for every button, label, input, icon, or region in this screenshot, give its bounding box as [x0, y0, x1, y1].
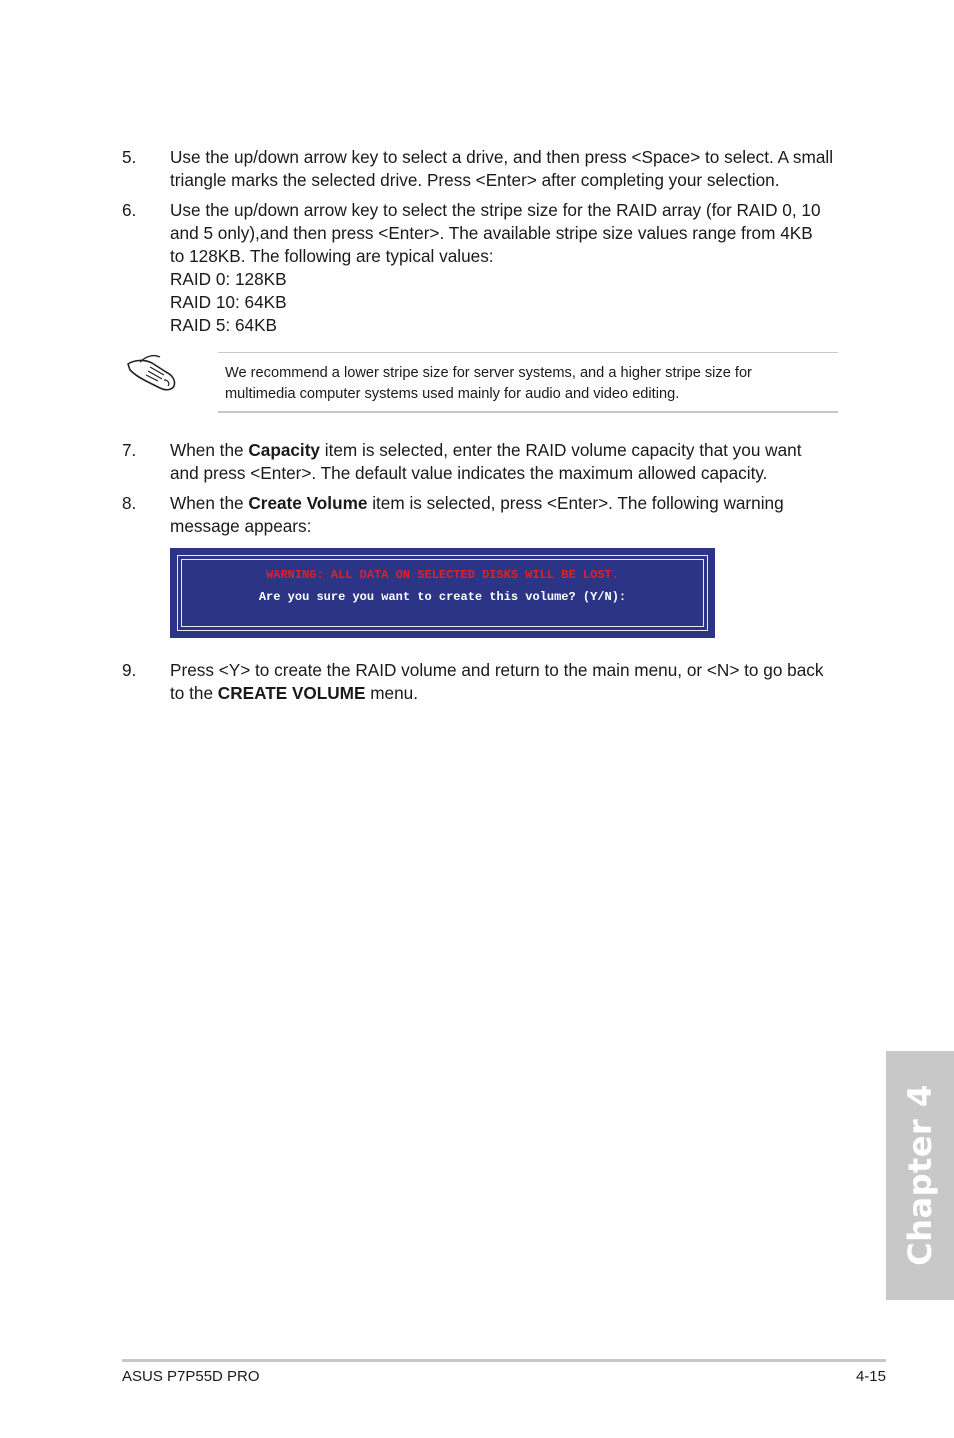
bios-warning-dialog [170, 548, 715, 638]
step-number: 9. [122, 660, 137, 680]
note-text [225, 363, 752, 405]
raid-value-line: RAID 0: 128KB [170, 269, 287, 289]
raid-value-line: RAID 10: 64KB [170, 292, 287, 312]
step-text-line: and 5 only),and then press <Enter>. The available stripe size values range from 4KB [170, 223, 813, 243]
text-segment: to the [170, 683, 218, 703]
raid-value-line: RAID 5: 64KB [170, 315, 277, 335]
step-9 [122, 659, 842, 705]
text-segment: menu. [365, 683, 419, 703]
note-line: We recommend a lower stripe size for server systems, and a higher stripe size for [225, 365, 752, 381]
step-text-line [170, 492, 842, 515]
step-8 [122, 492, 842, 538]
chapter-tab [886, 1051, 954, 1300]
step-text-line: triangle marks the selected drive. Press <Enter> after completing your selection. [170, 170, 780, 190]
warning-message: WARNING: ALL DATA ON SELECTED DISKS WILL BE LOST. [266, 568, 619, 582]
step-text-line: and press <Enter>. The default value indicates the maximum allowed capacity. [170, 463, 768, 483]
step-text-line [170, 682, 842, 705]
step-number: 6. [122, 200, 137, 220]
create-volume-menu-term: CREATE VOLUME [217, 683, 366, 703]
step-number: 7. [122, 440, 137, 460]
step-text-line: to 128KB. The following are typical values: [170, 246, 494, 266]
step-text-line [170, 439, 842, 462]
step-text-line: Use the up/down arrow key to select the stripe size for the RAID array (for RAID 0, 10 [170, 200, 821, 220]
step-text-line: Use the up/down arrow key to select a drive, and then press <Space> to select. A small [170, 147, 834, 167]
hand-pointer-icon [126, 350, 180, 392]
chapter-label: Chapter 4 [901, 1084, 939, 1266]
confirm-prompt: Are you sure you want to create this volume? (Y/N): [258, 590, 627, 604]
text-segment: item is selected, press <Enter>. The following warning [367, 493, 784, 513]
note-box [218, 352, 838, 413]
text-segment: item is selected, enter the RAID volume capacity that you want [320, 440, 802, 460]
create-volume-term: Create Volume [248, 493, 368, 513]
footer-divider [122, 1359, 886, 1362]
capacity-term: Capacity [248, 440, 320, 460]
step-text-line: Press <Y> to create the RAID volume and return to the main menu, or <N> to go back [170, 660, 824, 680]
note-line: multimedia computer systems used mainly for audio and video editing. [225, 386, 680, 402]
step-number: 5. [122, 147, 137, 167]
step-text-line: message appears: [170, 516, 312, 536]
step-5 [122, 146, 842, 192]
step-7 [122, 439, 842, 485]
footer-page-number: 4-15 [855, 1368, 886, 1385]
text-segment: When the [170, 440, 249, 460]
text-segment: When the [170, 493, 249, 513]
footer-product-name: ASUS P7P55D PRO [122, 1368, 260, 1385]
step-number: 8. [122, 493, 137, 513]
step-6 [122, 199, 842, 337]
